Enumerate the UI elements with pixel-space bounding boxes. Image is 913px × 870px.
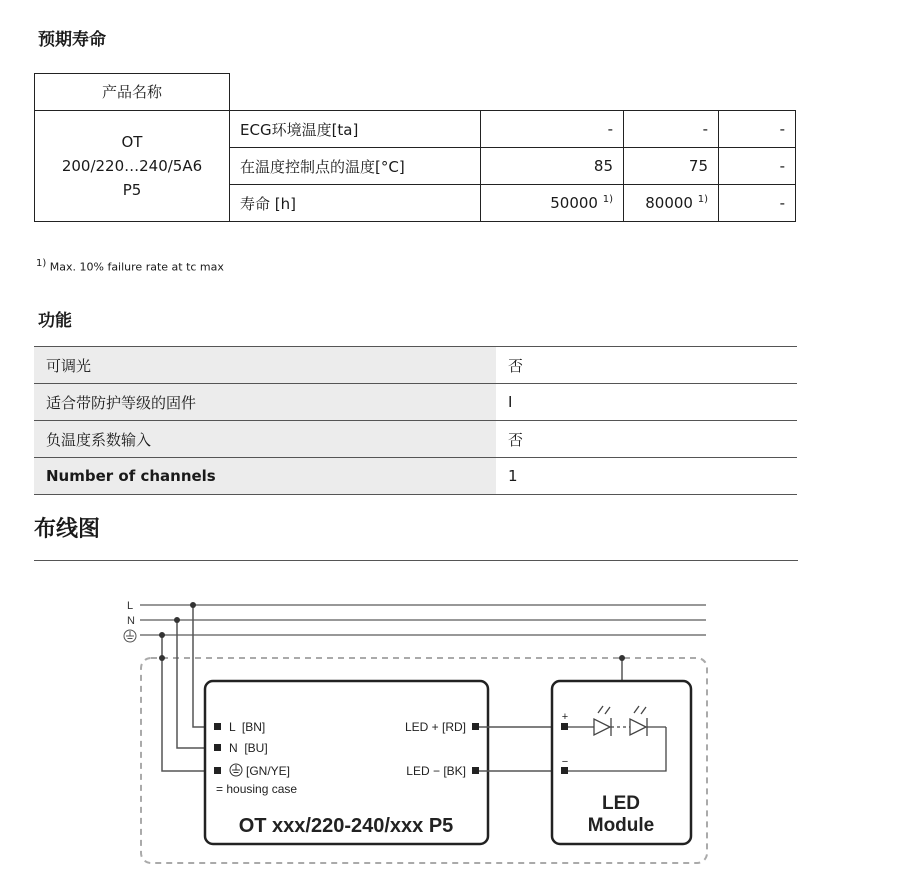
functions-heading: 功能	[38, 311, 72, 331]
row-value: -	[719, 148, 796, 185]
output-minus-label: LED − [BK]	[406, 764, 466, 778]
function-label: 负温度系数输入	[34, 421, 496, 458]
module-terminal-plus	[561, 723, 568, 730]
module-name-line: LED	[602, 793, 640, 814]
module-terminal-minus	[561, 767, 568, 774]
row-value: -	[624, 111, 719, 148]
module-minus-label: −	[561, 756, 569, 768]
terminal-n	[214, 744, 221, 751]
row-value: -	[481, 111, 624, 148]
wiring-heading: 布线图	[34, 517, 101, 542]
driver-name: OT xxx/220-240/xxx P5	[238, 815, 454, 837]
function-label: 可调光	[34, 347, 496, 384]
function-value: I	[496, 384, 797, 421]
product-name-line: P5	[122, 181, 142, 199]
row-label: 寿命 [h]	[230, 185, 481, 222]
module-plus-label: +	[561, 711, 569, 723]
function-value: 否	[496, 421, 797, 458]
terminal-pe	[214, 767, 221, 774]
line-label-n: N	[127, 615, 135, 627]
function-label: 适合带防护等级的固件	[34, 384, 496, 421]
lifetime-heading: 预期寿命	[38, 30, 106, 50]
terminal-out-minus	[472, 767, 479, 774]
footnote-marker: 1)	[36, 258, 47, 269]
function-label: Number of channels	[34, 458, 496, 495]
row-value: 75	[624, 148, 719, 185]
function-value: 否	[496, 347, 797, 384]
product-header: 产品名称	[35, 74, 230, 111]
row-label: ECG环境温度[ta]	[230, 111, 481, 148]
terminal-n-label: N [BU]	[229, 741, 268, 755]
footnote-ref: 1)	[602, 194, 613, 205]
output-plus-label: LED + [RD]	[404, 720, 466, 734]
terminal-out-plus	[472, 723, 479, 730]
footnote-ref: 1)	[697, 194, 708, 205]
row-value: 50000	[550, 194, 598, 212]
terminal-l-label: L [BN]	[229, 720, 266, 734]
terminal-l	[214, 723, 221, 730]
line-label-l: L	[127, 600, 134, 612]
row-value: 85	[481, 148, 624, 185]
earth-icon	[124, 630, 136, 642]
housing-case-note: = housing case	[216, 782, 298, 796]
row-value: 80000	[645, 194, 693, 212]
footnote-text: Max. 10% failure rate at tc max	[49, 260, 224, 274]
row-label: 在温度控制点的温度[°C]	[230, 148, 481, 185]
terminal-pe-label: [GN/YE]	[246, 764, 291, 778]
row-value: -	[719, 111, 796, 148]
row-value: -	[719, 185, 796, 222]
function-value: 1	[496, 458, 797, 495]
module-name-line: Module	[587, 815, 655, 836]
product-name-line: 200/220…240/5A6	[61, 157, 203, 175]
product-name-line: OT	[121, 133, 143, 151]
